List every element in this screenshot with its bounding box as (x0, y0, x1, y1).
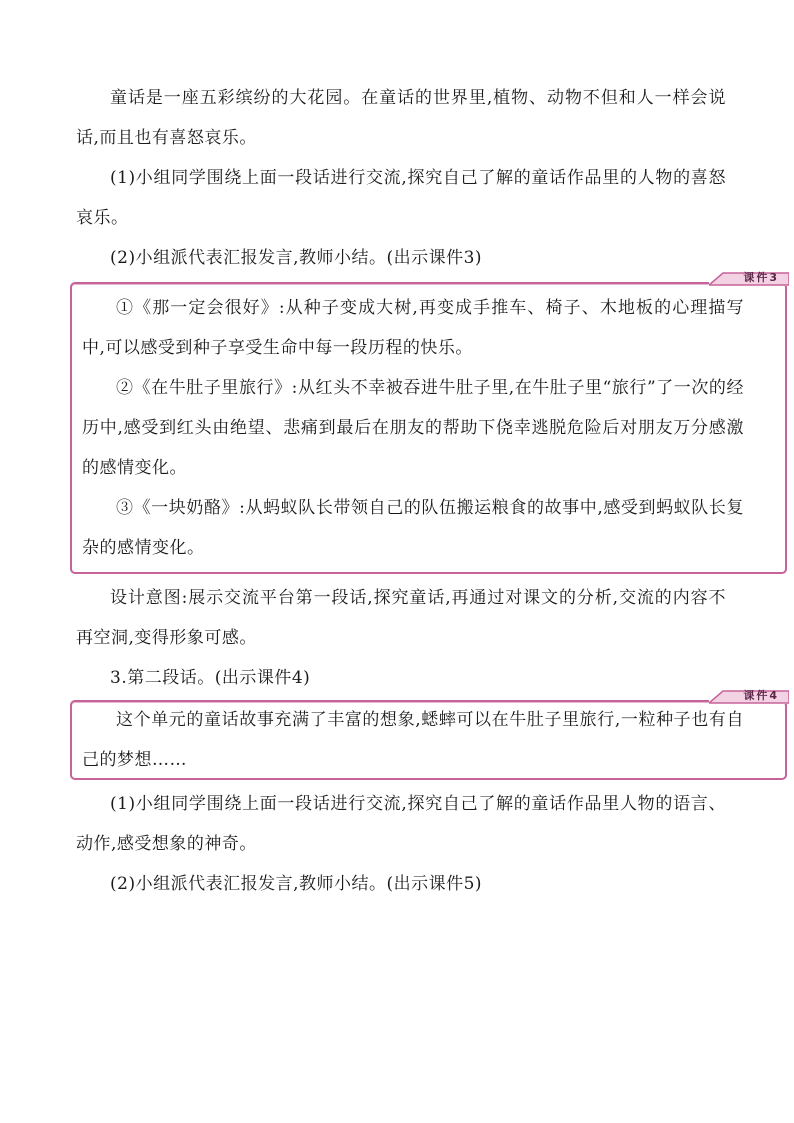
section-3-heading: 3.第二段话。(出示课件4) (110, 668, 311, 688)
courseware-3-tag-label: 课件3 (743, 271, 779, 284)
design-intent-paragraph: 设计意图:展示交流平台第一段话,探究童话,再通过对课文的分析,交流的内容不再空洞,变得形象可感。 (76, 588, 726, 648)
courseware-3-item-3: ③《一块奶酪》:从蚂蚁队长带领自己的队伍搬运粮食的故事中,感受到蚂蚁队长复杂的感情变化。 (82, 498, 744, 558)
courseware-3-item-1: ①《那一定会很好》:从种子变成大树,再变成手推车、椅子、木地板的心理描写中,可以感受到种子享受生命中每一段历程的快乐。 (82, 298, 744, 358)
courseware-3-tag (709, 272, 787, 286)
intro-step-1: (1)小组同学围绕上面一段话进行交流,探究自己了解的童话作品里的人物的喜怒哀乐。 (76, 168, 726, 228)
courseware-4-box (70, 689, 787, 780)
courseware-3-item-2: ②《在牛肚子里旅行》:从红头不幸被吞进牛肚子里,在牛肚子里“旅行”了一次的经历中,感受到红头由绝望、悲痛到最后在朋友的帮助下侥幸逃脱危险后对朋友万分感激的感情变化。 (82, 378, 744, 478)
intro-paragraph: 童话是一座五彩缤纷的大花园。在童话的世界里,植物、动物不但和人一样会说话,而且也有喜怒哀乐。 (76, 88, 726, 148)
courseware-3-box (70, 271, 787, 574)
courseware-4-tag-label: 课件4 (743, 689, 779, 702)
section-3-step-2: (2)小组派代表汇报发言,教师小结。(出示课件5) (110, 874, 483, 894)
intro-step-2: (2)小组派代表汇报发言,教师小结。(出示课件3) (110, 248, 483, 268)
courseware-4-text: 这个单元的童话故事充满了丰富的想象,蟋蟀可以在牛肚子里旅行,一粒种子也有自己的梦想…… (82, 710, 744, 770)
section-3-step-1: (1)小组同学围绕上面一段话进行交流,探究自己了解的童话作品里人物的语言、动作,感受想象的神奇。 (76, 794, 726, 854)
